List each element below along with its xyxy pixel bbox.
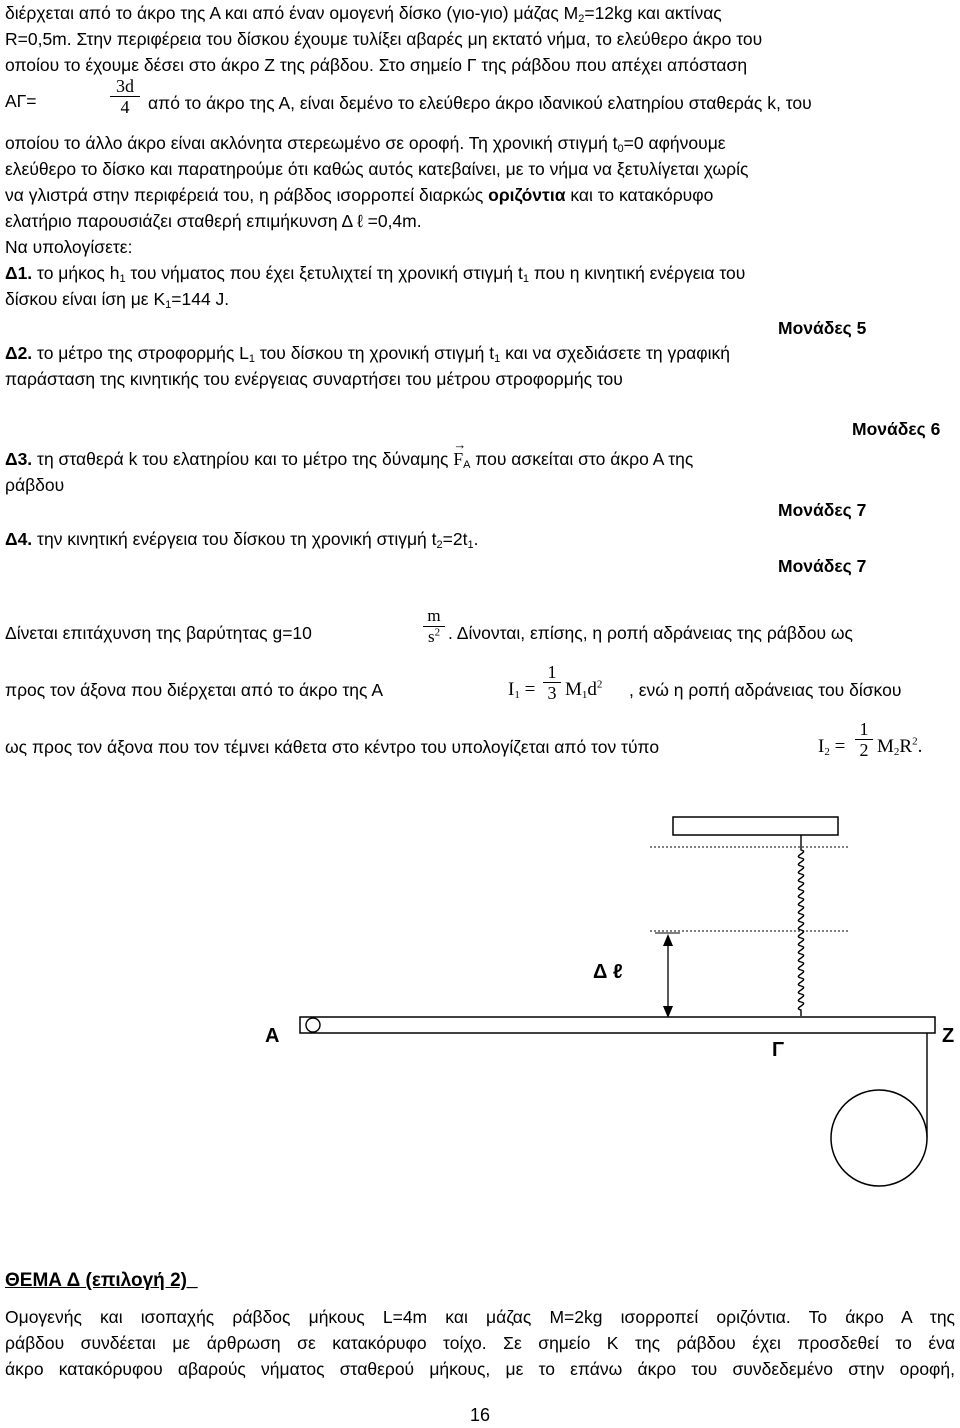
rod bbox=[300, 1017, 935, 1033]
given-line-1-prefix: Δίνεται επιτάχυνση της βαρύτητας g=10 bbox=[5, 623, 312, 643]
formula-I1: $I_1$ = bbox=[508, 679, 536, 701]
intro-line-5: οποίου το άλλο άκρο είναι ακλόνητα στερεωμένο σε οροφή. Τη χρονική στιγμή $t_0=0$ αφήνουμε bbox=[5, 133, 726, 155]
intro-line-4: από το άκρο της Α, είναι δεμένο το ελεύθερο άκρο ιδανικού ελατηρίου σταθεράς k, του bbox=[148, 93, 812, 113]
formula-M1d2: $M_1d^2$ bbox=[565, 678, 603, 701]
intro-line-3: οποίου το έχουμε δέσει στο άκρο Ζ της ράβδου. Στο σημείο Γ της ράβδου που απέχει απόσταση bbox=[5, 55, 748, 75]
question-d2-line-2: παράσταση της κινητικής του ενέργειας συναρτήσει του μέτρου στροφορμής του bbox=[5, 369, 623, 389]
ceiling-block bbox=[673, 817, 838, 835]
intro-line-8: ελατήριο παρουσιάζει σταθερή επιμήκυνση Δ ℓ =0,4m. bbox=[5, 211, 422, 231]
theme-line-1: Ομογενής και ισοπαχής ράβδος μήκους L=4m και μάζας M=2kg ισορροπεί οριζόντια. Το άκρο Α της bbox=[5, 1307, 955, 1327]
question-d3-line-2: ράβδου bbox=[5, 475, 65, 495]
question-d1: Δ1. το μήκος $h_1$ του νήματος που έχει ξετυλιχτεί τη χρονική στιγμή $t_1$ που η κινητική ενέργεια του bbox=[5, 263, 746, 285]
points-d4: Μονάδες 7 bbox=[778, 556, 867, 576]
force-vector-symbol: → F bbox=[453, 446, 463, 472]
page-number: 16 bbox=[469, 1405, 491, 1425]
fraction-3d-over-4: 3d 4 bbox=[110, 76, 140, 117]
theme-line-2: ράβδου συνδέεται με άρθρωση σε κατακόρυφο τοίχο. Σε σημείο Κ της ράβδου έχει προσδεθεί το ένα bbox=[5, 1333, 955, 1353]
points-d3: Μονάδες 7 bbox=[778, 500, 867, 520]
theme-line-3: άκρο κατακόρυφου αβαρούς νήματος σταθερού μήκους, με το επάνω άκρο του συνδεδεμένο στην οροφή, bbox=[5, 1359, 955, 1379]
intro-line-2: R=0,5m. Στην περιφέρεια του δίσκου έχουμε τυλίξει αβαρές μη εκτατό νήμα, το ελεύθερο άκρο του bbox=[5, 29, 763, 49]
disc-yoyo bbox=[831, 1090, 927, 1186]
label-G: Γ bbox=[772, 1039, 785, 1061]
intro-line-6: ελεύθερο το δίσκο και παρατηρούμε ότι καθώς αυτός κατεβαίνει, με το νήμα να ξετυλίγεται χωρίς bbox=[5, 159, 749, 179]
intro-line-4-prefix: ΑΓ= bbox=[5, 91, 37, 111]
fraction-m-over-s2: m $s^2$ bbox=[423, 606, 445, 647]
given-line-2: , ενώ η ροπή αδράνειας του δίσκου bbox=[629, 680, 902, 700]
theme-title: ΘΕΜΑ Δ (επιλογή 2)_ bbox=[5, 1270, 198, 1291]
question-d2: Δ2. το μέτρο της στροφορμής $L_1$ του δίσκου τη χρονική στιγμή $t_1$ και να σχεδιάσετε τη γραφική bbox=[5, 343, 730, 365]
points-d1: Μονάδες 5 bbox=[778, 318, 867, 338]
question-d3: Δ3. τη σταθερά k του ελατηρίου και το μέτρο της $\delta ύ\nu\alpha\mu\eta\varsigma \to F_A$ που ασκείται στο άκρο Α της bbox=[5, 446, 693, 472]
intro-line-1: διέρχεται από το άκρο της Α και από έναν ομογενή δίσκο (γιο-γιο) μάζας $M_2=12kg$ και ακτίνας bbox=[5, 3, 722, 25]
label-Z: Ζ bbox=[942, 1025, 955, 1047]
question-d1-line-2: δίσκου είναι ίση με $K_1=144$ J. bbox=[5, 289, 230, 311]
intro-line-9: Να υπολογίσετε: bbox=[5, 237, 133, 257]
formula-M2R2: $M_2R^2$. bbox=[877, 735, 923, 758]
fraction-one-third: 1 3 bbox=[543, 662, 561, 703]
label-A: Α bbox=[265, 1025, 280, 1047]
physics-figure bbox=[265, 810, 960, 1230]
given-line-3-prefix: ως προς τον άξονα που τον τέμνει κάθετα στο κέντρο του υπολογίζεται από τον τύπο bbox=[5, 737, 660, 757]
fraction-one-half: 1 2 bbox=[855, 719, 873, 760]
formula-I2: $I_2$ = bbox=[818, 736, 846, 758]
spring bbox=[798, 835, 803, 1016]
given-line-2-prefix: προς τον άξονα που διέρχεται από το άκρο της Α bbox=[5, 680, 384, 700]
intro-line-7: να γλιστρά στην περιφέρειά του, η ράβδος ισορροπεί διαρκώς οριζόντια και το κατακόρυφο bbox=[5, 185, 714, 205]
points-d2: Μονάδες 6 bbox=[852, 419, 941, 439]
label-delta-l: Δ ℓ bbox=[593, 961, 623, 983]
question-d4: Δ4. την κινητική ενέργεια του δίσκου τη χρονική στιγμή $t_2=2t_1$. bbox=[5, 529, 479, 551]
hinge-pivot bbox=[306, 1018, 320, 1032]
given-line-1: . Δίνονται, επίσης, η ροπή αδράνειας της ράβδου ως bbox=[448, 623, 853, 643]
